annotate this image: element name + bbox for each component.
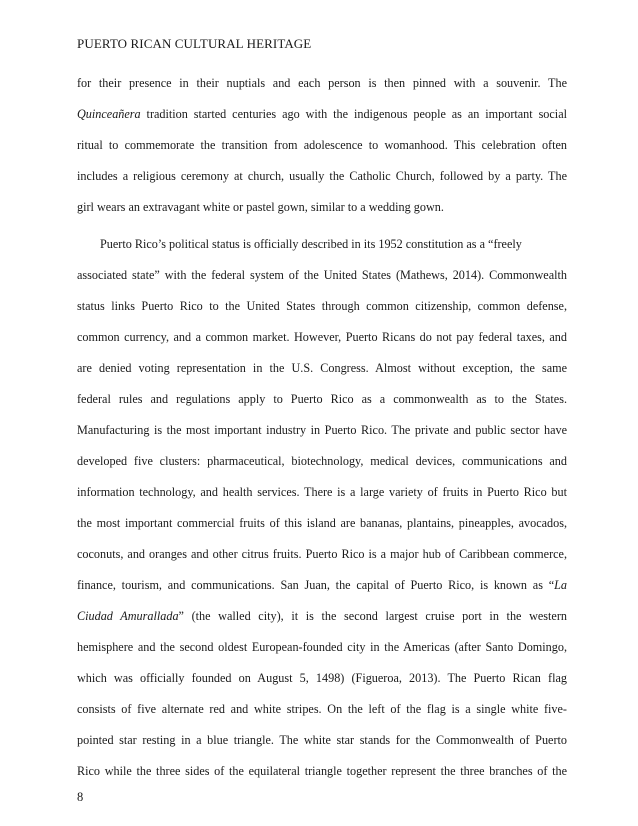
text-line: common currency, and a common market. However, Puerto Ricans do not pay federal taxes, and: [77, 330, 567, 344]
text-line: federal rules and regulations apply to Puerto Rico as a commonwealth as to the States.: [77, 392, 567, 406]
text-line: consists of five alternate red and white stripes. On the left of the flag is a single white five-: [77, 702, 567, 716]
running-head: PUERTO RICAN CULTURAL HERITAGE: [77, 36, 312, 51]
text-line: Ciudad Amurallada” (the walled city), it is the second largest cruise port in the western: [77, 609, 567, 623]
text-line: girl wears an extravagant white or pastel gown, similar to a wedding gown.: [77, 200, 444, 214]
text-line: are denied voting representation in the U.S. Congress. Almost without exception, the same: [77, 361, 567, 375]
italic-term: Quinceañera: [77, 107, 141, 121]
text-line: coconuts, and oranges and other citrus fruits. Puerto Rico is a major hub of Caribbean commerce,: [77, 547, 567, 561]
text-line: the most important commercial fruits of this island are bananas, plantains, pineapples, avocados,: [77, 516, 567, 530]
text-line: Rico while the three sides of the equilateral triangle together represent the three branches of the: [77, 764, 567, 778]
text-line: for their presence in their nuptials and each person is then pinned with a souvenir. The: [77, 76, 567, 90]
italic-term: La: [554, 578, 567, 592]
text-line: associated state” with the federal system of the United States (Mathews, 2014). Commonwealth: [77, 268, 567, 282]
text-line: which was officially founded on August 5, 1498) (Figueroa, 2013). The Puerto Rican flag: [77, 671, 567, 685]
italic-term: Ciudad Amurallada: [77, 609, 179, 623]
text-line: finance, tourism, and communications. San Juan, the capital of Puerto Rico, is known as “La: [77, 578, 567, 592]
paragraph: [77, 229, 567, 787]
text-line: Manufacturing is the most important industry in Puerto Rico. The private and public sector have: [77, 423, 567, 437]
text-line: Puerto Rico’s political status is officially described in its 1952 constitution as a “freely: [100, 237, 522, 251]
body-text: [77, 68, 567, 787]
text-line: Quinceañera tradition started centuries ago with the indigenous people as an important social: [77, 107, 567, 121]
text-line: ritual to commemorate the transition from adolescence to womanhood. This celebration often: [77, 138, 567, 152]
text-line: developed five clusters: pharmaceutical, biotechnology, medical devices, communications and: [77, 454, 567, 468]
text-line: includes a religious ceremony at church, usually the Catholic Church, followed by a party. The: [77, 169, 567, 183]
text-line: pointed star resting in a blue triangle. The white star stands for the Commonwealth of Puerto: [77, 733, 567, 747]
text-line: information technology, and health services. There is a large variety of fruits in Puerto Rico but: [77, 485, 567, 499]
page-number: 8: [77, 790, 84, 804]
text-line: status links Puerto Rico to the United States through common citizenship, common defense,: [77, 299, 567, 313]
paragraph: [77, 68, 567, 223]
text-line: hemisphere and the second oldest European-founded city in the Americas (after Santo Domingo,: [77, 640, 567, 654]
